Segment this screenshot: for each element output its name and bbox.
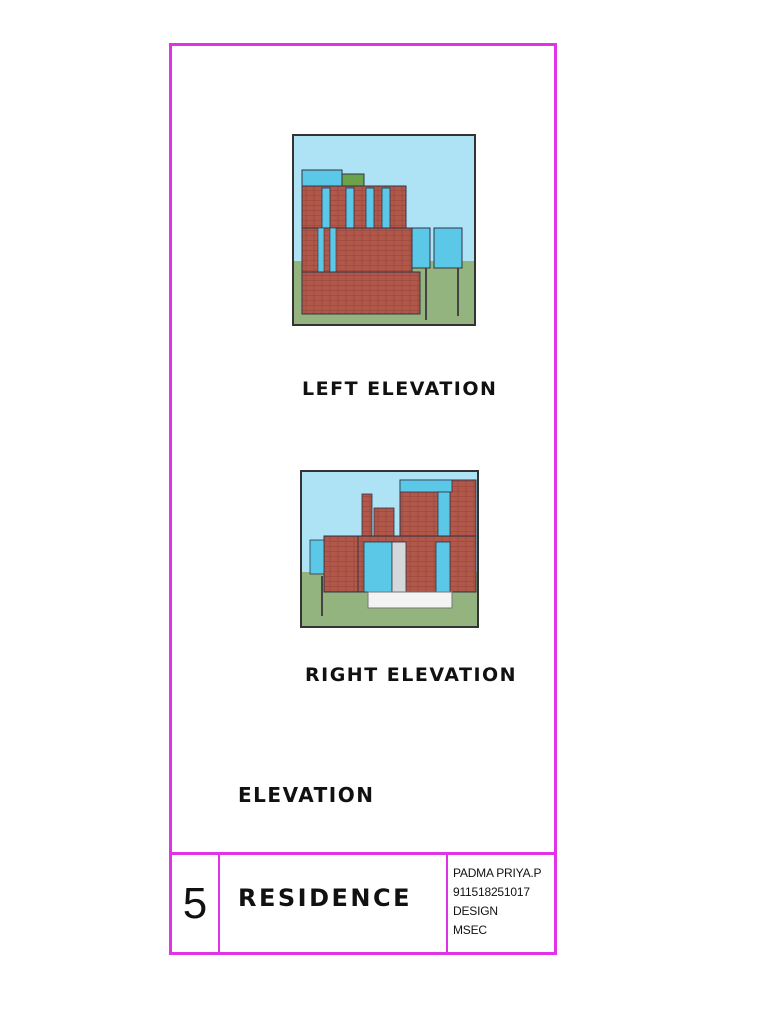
- section-title: ELEVATION: [238, 783, 375, 807]
- left-elevation-image: [294, 136, 474, 324]
- subject: DESIGN: [453, 904, 498, 918]
- project-title: RESIDENCE: [238, 884, 412, 912]
- institution: MSEC: [453, 923, 487, 937]
- author-name: PADMA PRIYA.P: [453, 866, 542, 880]
- title-block-top-line: [169, 852, 557, 855]
- title-block-divider-2: [446, 852, 448, 955]
- left-elevation-label: LEFT ELEVATION: [302, 378, 498, 400]
- right-elevation-label: RIGHT ELEVATION: [305, 664, 518, 686]
- sheet-number: 5: [182, 879, 208, 928]
- title-block-divider-1: [218, 852, 220, 955]
- register-number: 911518251017: [453, 885, 530, 899]
- left-elevation-render: [292, 134, 476, 326]
- right-elevation-render: [300, 470, 479, 628]
- right-elevation-image: [302, 472, 477, 626]
